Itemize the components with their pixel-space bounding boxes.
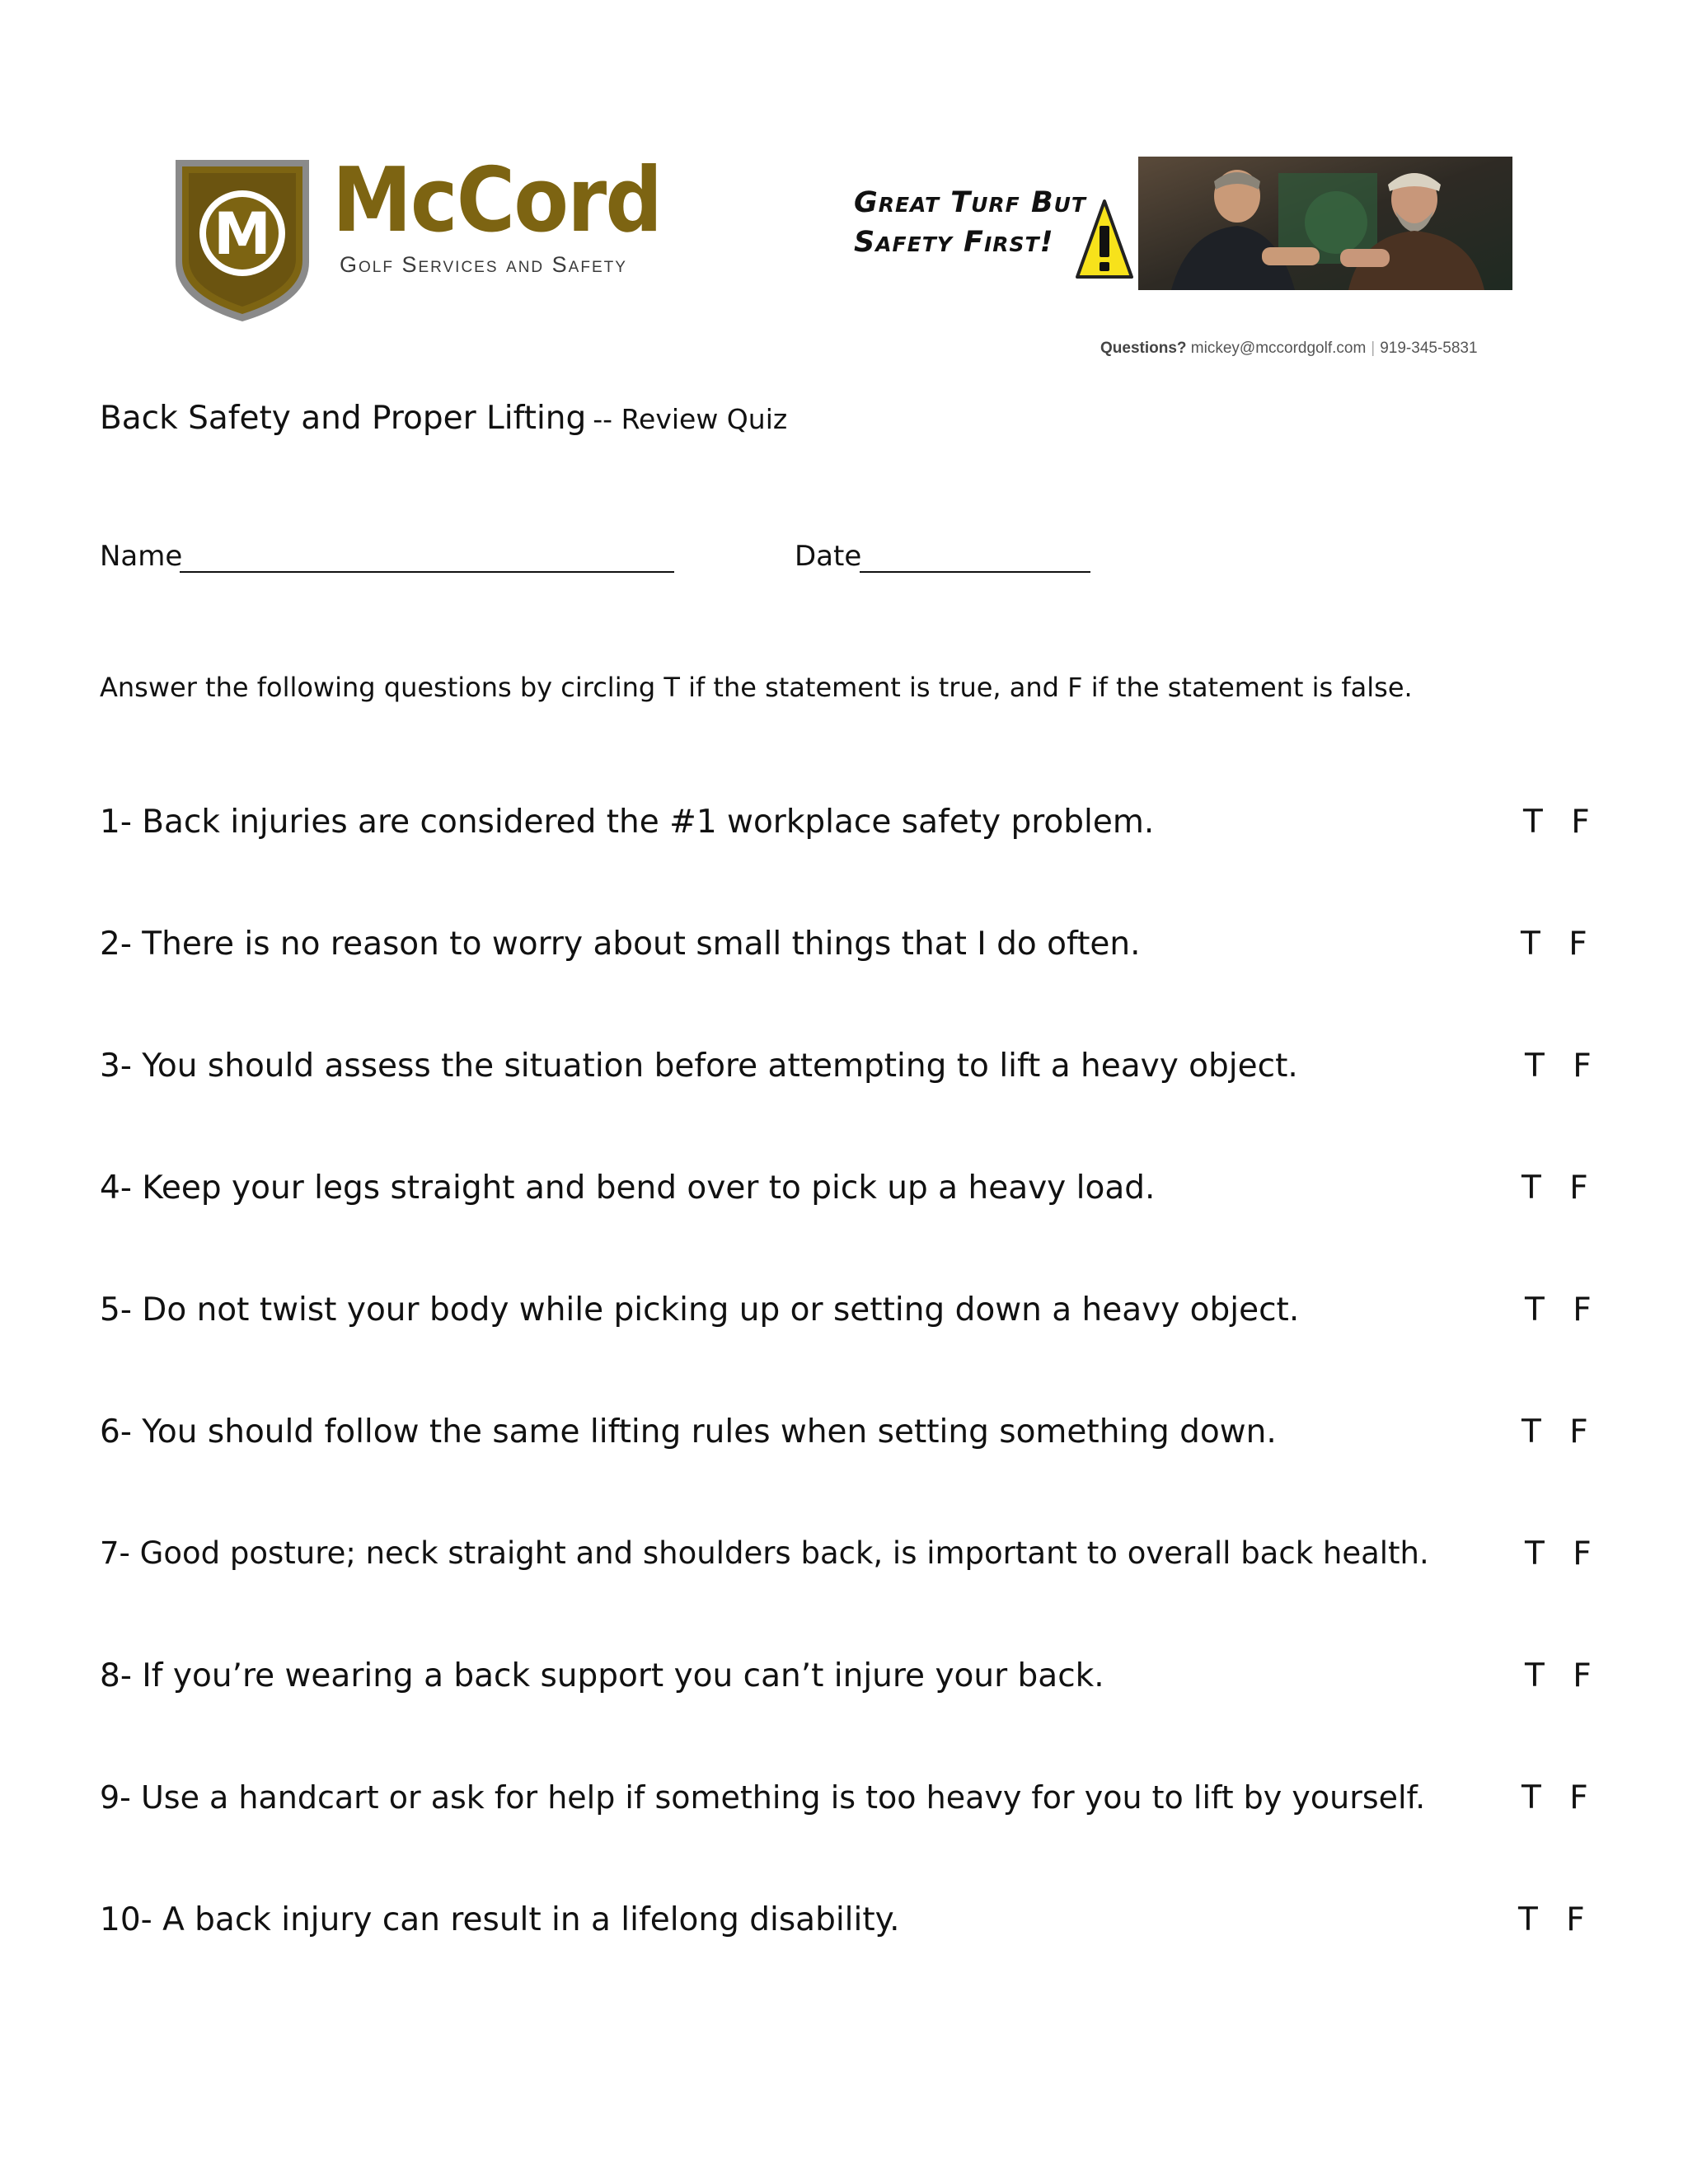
question-7: 7- Good posture; neck straight and shoulders back, is important to overall back health. (100, 1535, 1429, 1571)
question-3: 3- You should assess the situation before attempting to lift a heavy object. (100, 1047, 1298, 1085)
question-10: 10- A back injury can result in a lifelong disability. (100, 1901, 900, 1938)
question-1: 1- Back injuries are considered the #1 workplace safety problem. (100, 804, 1155, 841)
question-8: 8- If you’re wearing a back support you can’t injure your back. (100, 1657, 1104, 1694)
date-field[interactable] (860, 571, 1090, 573)
true-false-choice-7[interactable]: T F (1525, 1535, 1592, 1572)
contact-email[interactable]: mickey@mccordgolf.com (1190, 340, 1367, 357)
contact-info (1100, 340, 1478, 358)
quiz-title-subtitle: -- Review Quiz (593, 403, 788, 435)
question-6: 6- You should follow the same lifting rules when setting something down. (100, 1413, 1277, 1451)
question-5: 5- Do not twist your body while picking up or setting down a heavy object. (100, 1291, 1300, 1329)
question-4: 4- Keep your legs straight and bend over to pick up a heavy load. (100, 1169, 1156, 1207)
question-9: 9- Use a handcart or ask for help if something is too heavy for you to lift by yourself. (100, 1779, 1426, 1816)
true-false-choice-6[interactable]: T F (1522, 1413, 1588, 1451)
true-false-choice-1[interactable]: T F (1523, 804, 1590, 841)
true-false-choice-2[interactable]: T F (1521, 926, 1587, 963)
banner-slogan (854, 183, 1086, 262)
contact-separator: | (1371, 340, 1376, 357)
banner-line-2: Safety First! (854, 226, 1054, 259)
svg-text:M: M (213, 200, 271, 268)
banner-line-1: Great Turf But (854, 186, 1086, 219)
question-2: 2- There is no reason to worry about small things that I do often. (100, 926, 1141, 963)
mccord-logo (169, 149, 680, 324)
quiz-title (100, 400, 787, 437)
true-false-choice-3[interactable]: T F (1525, 1047, 1592, 1085)
contact-label: Questions? (1100, 340, 1187, 357)
true-false-choice-8[interactable]: T F (1525, 1657, 1592, 1694)
quiz-title-main: Back Safety and Proper Lifting (100, 400, 587, 437)
name-label: Name (100, 540, 183, 573)
quiz-instructions: Answer the following questions by circling T if the statement is true, and F if the statement is false. (100, 672, 1413, 703)
true-false-choice-10[interactable]: T F (1518, 1901, 1585, 1938)
name-field[interactable] (180, 571, 674, 573)
true-false-choice-4[interactable]: T F (1522, 1169, 1588, 1207)
workers-photo (1138, 157, 1512, 290)
logo-tagline: Golf Services and Safety (340, 252, 627, 277)
warning-triangle-icon (1076, 198, 1133, 280)
true-false-choice-9[interactable]: T F (1522, 1779, 1588, 1816)
safety-banner (849, 157, 1512, 290)
true-false-choice-5[interactable]: T F (1525, 1291, 1592, 1329)
date-label: Date (795, 540, 862, 573)
logo-wordmark: McCord (332, 149, 662, 252)
contact-phone: 919-345-5831 (1380, 340, 1478, 357)
shield-emblem-icon (169, 155, 316, 324)
